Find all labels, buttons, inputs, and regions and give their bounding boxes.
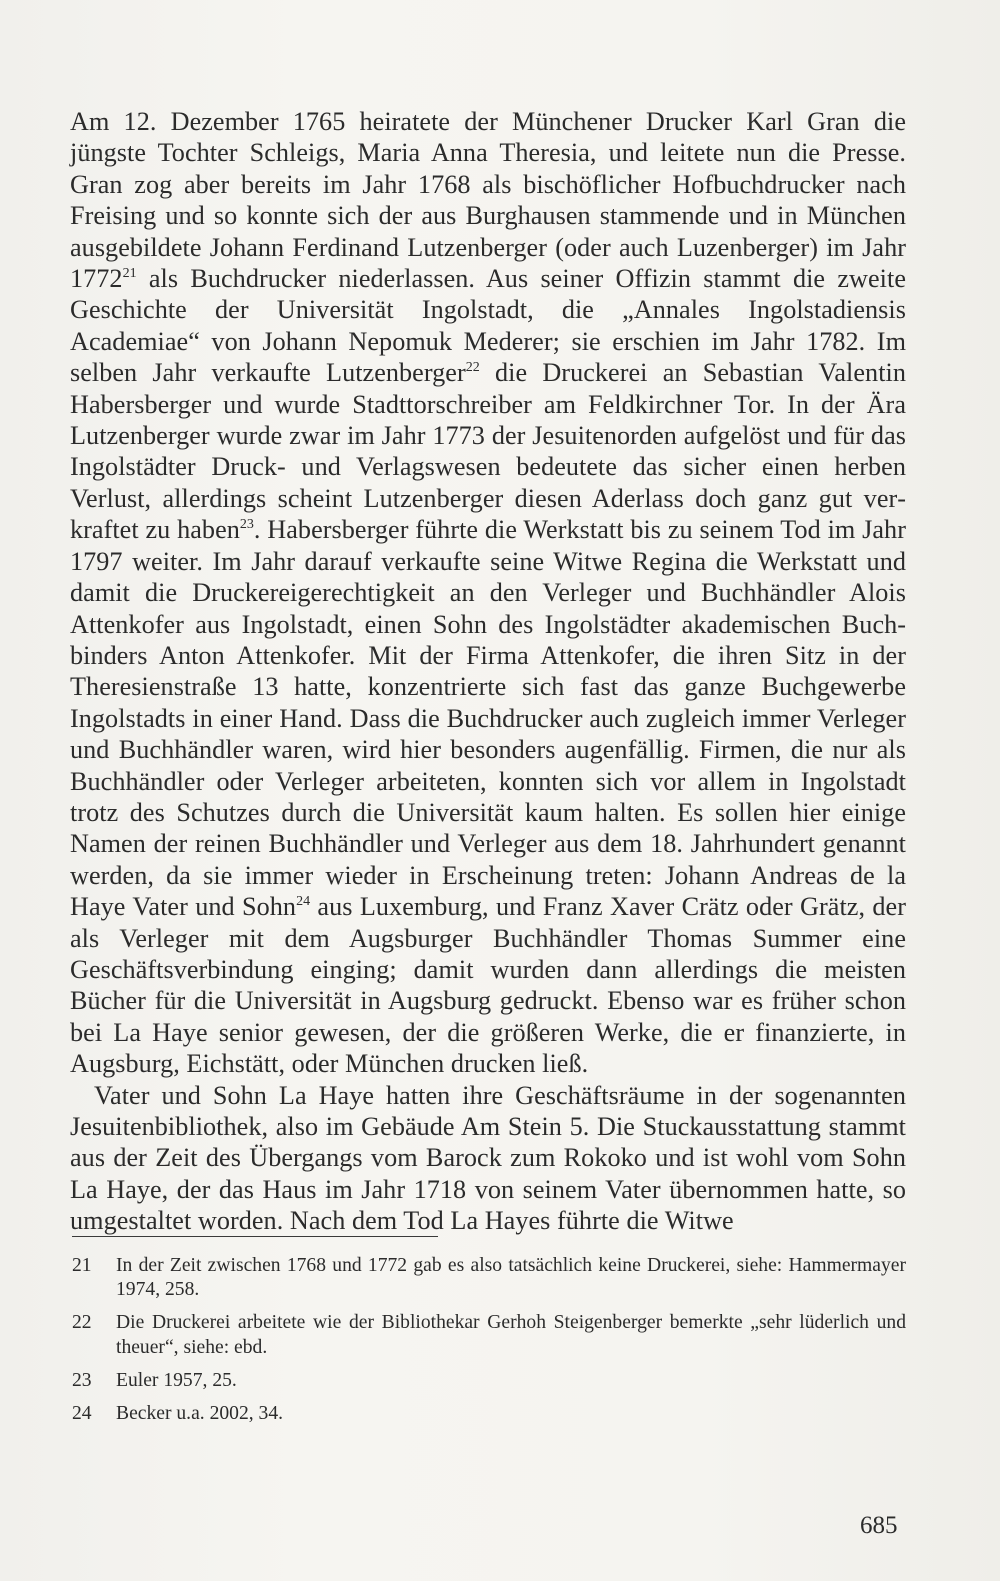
paragraph-2: Vater und Sohn La Haye hatten ihre Geschäftsräume in der sogenannten Jesuitenbibliothek, also im Gebäude Am Stein 5. Die Stuckausstattung stammt aus der Zeit des Übergangs vom Barock zum Rokoko und ist wohl vom Sohn La Haye, der das Haus im Jahr 1718 von seinem Vater übernommen hatte, so umgestaltet worden. Nach dem Tod La Hayes führte die Witwe xyxy=(70,1080,906,1236)
footnote-divider xyxy=(72,1236,438,1237)
footnote-number: 22 xyxy=(72,1312,92,1334)
footnote-ref-23: 23 xyxy=(239,517,254,533)
body-text xyxy=(70,106,906,1237)
text-segment: Am 12. Dezember 1765 heiratete der Münchener Drucker Karl Gran die jüngste Tochter Schleigs, Maria Anna Theresia, und leitete nun die Presse. Gran zog aber bereits im Jahr 1768 als bischöflicher Hofbuchdrucker nach Freising und so konnte sich der aus Burghausen stammende und in München ausgebildete Johann Ferdinand Lutzenberger (oder auch Luzenberger) im Jahr 1772 xyxy=(70,107,906,294)
footnote-ref-22: 22 xyxy=(465,360,480,376)
text-segment: aus Luxemburg, und Franz Xaver Crätz oder Grätz, der als Verleger mit dem Augsburger Buchhändler Thomas Summer eine Geschäftsverbindung einging; damit wurden dann allerdings die meisten Bücher für die Universität in Augsburg gedruckt. Ebenso war es früher schon bei La Haye senior gewesen, der die größeren Werke, die er finanzierte, in Augsburg, Eichstätt, oder München drucken ließ. xyxy=(70,892,906,1079)
paragraph-1 xyxy=(70,106,906,1080)
footnote-number: 24 xyxy=(72,1403,92,1425)
footnote-number: 23 xyxy=(72,1369,92,1391)
footnote-24 xyxy=(72,1402,906,1426)
text-segment: . Habersberger führte die Werkstatt bis zu seinem Tod im Jahr 1797 weiter. Im Jahr darauf verkaufte seine Witwe Regina die Werkstatt und damit die Druckereigerechtigkeit an den Verleger und Buchhändler Alois Attenkofer aus Ingolstadt, einen Sohn des Ingolstädter akademischen Buchbinders Anton Attenkofer. Mit der Firma Attenkofer, die ihren Sitz in der Theresienstraße 13 hatte, konzentrierte sich fast das ganze Buchgewerbe Ingolstadts in einer Hand. Dass die Buchdrucker auch zugleich immer Verleger und Buchhändler waren, wird hier besonders augenfällig. Firmen, die nur als Buchhändler oder Verleger arbeiteten, konnten sich vor allem in Ingolstadt trotz des Schutzes durch die Universität kaum halten. Es sollen hier einige Namen der reinen Buchhändler und Verleger aus dem 18. Jahrhundert genannt werden, da sie immer wieder in Erscheinung treten: Johann Andreas de la Haye Vater und Sohn xyxy=(70,515,906,922)
text-segment: als Buchdrucker niederlassen. Aus seiner Offizin stammt die zweite Geschichte der Universität Ingolstadt, die „Annales Ingolstadiensis Academiae“ von Johann Nepomuk Mederer; sie erschien im Jahr 1782. Im selben Jahr verkaufte Lutzenberger xyxy=(70,264,906,388)
footnote-ref-24: 24 xyxy=(296,894,311,910)
footnote-21 xyxy=(72,1254,906,1302)
footnotes xyxy=(72,1254,906,1435)
page-number: 685 xyxy=(860,1512,898,1539)
footnote-23 xyxy=(72,1369,906,1393)
footnote-text: In der Zeit zwischen 1768 und 1772 gab es also tatsächlich keine Druckerei, siehe: Hammermayer 1974, 258. xyxy=(116,1255,906,1301)
text-segment: die Druckerei an Sebastian Valentin Habersberger und wurde Stadttorschreiber am Feldkirchner Tor. In der Ära Lutzenberger wurde zwar im Jahr 1773 der Jesuitenorden aufgelöst und für das Ingolstädter Druck- und Verlagswesen bedeutete das sicher einen herben Verlust, allerdings scheint Lutzenberger diesen Aderlass doch ganz gut verkraftet zu haben xyxy=(70,358,906,545)
footnote-ref-21: 21 xyxy=(122,266,137,282)
footnote-text: Die Druckerei arbeitete wie der Bibliothekar Gerhoh Steigenberger bemerkte „sehr lüderlich und theuer“, siehe: ebd. xyxy=(116,1312,906,1358)
footnote-text: Euler 1957, 25. xyxy=(116,1369,237,1391)
footnote-22 xyxy=(72,1311,906,1359)
footnote-text: Becker u.a. 2002, 34. xyxy=(116,1403,284,1425)
footnote-number: 21 xyxy=(72,1255,92,1276)
